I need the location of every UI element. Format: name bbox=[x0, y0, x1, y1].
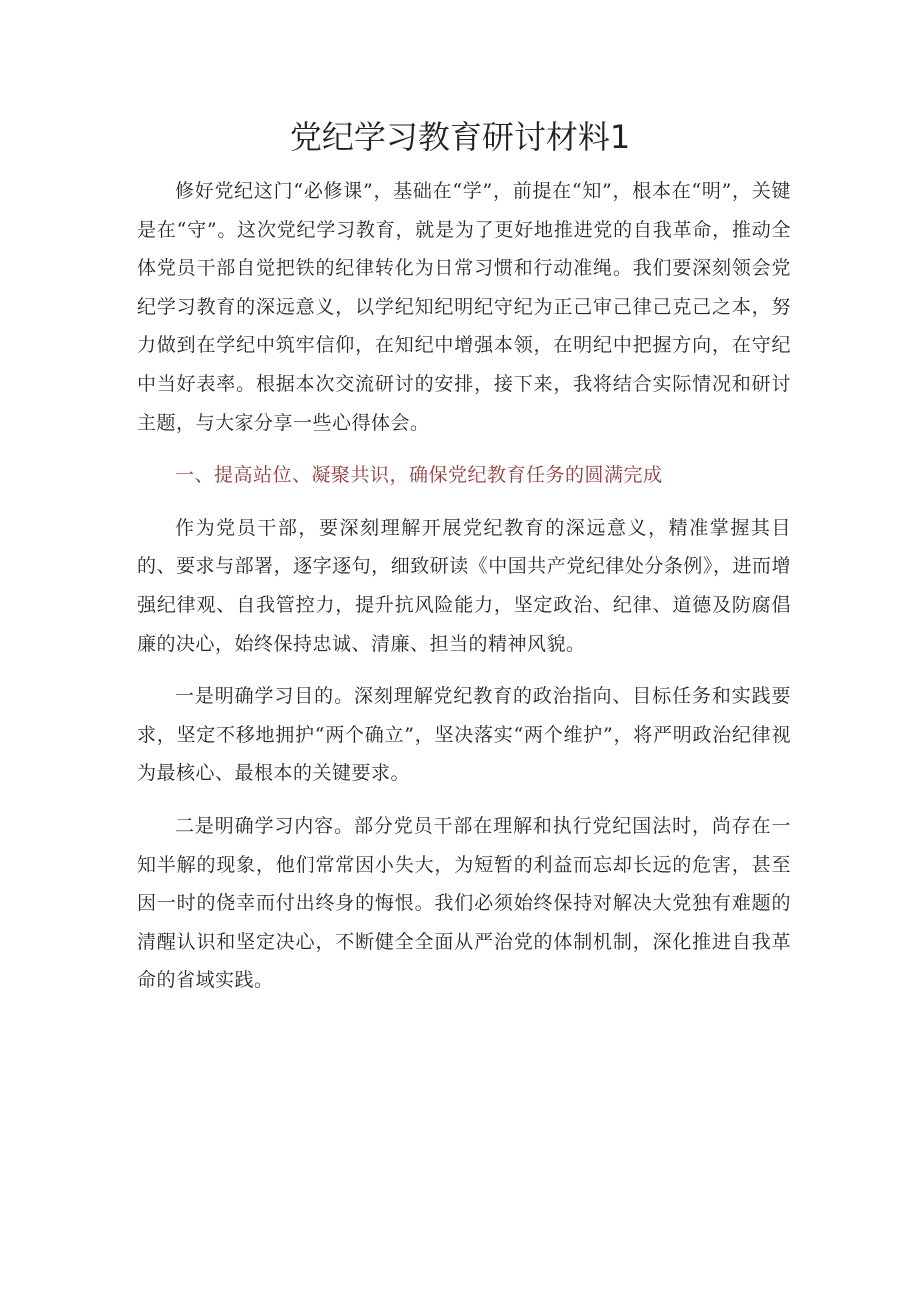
intro-paragraph: 修好党纪这门“必修课”，基础在“学”，前提在“知”，根本在“明”，关键是在“守”。这次党纪学习教育，就是为了更好地推进党的自我革命，推动全体党员干部自觉把铁的纪律转化为日常习惯和行动准绳。我们要深刻领会党纪学习教育的深远意义，以学纪知纪明纪守纪为正己审己律己克己之本，努力做到在学纪中筑牢信仰，在知纪中增强本领，在明纪中把握方向，在守纪中当好表率。根据本次交流研讨的安排，接下来，我将结合实际情况和研讨主题，与大家分享一些心得体会。 bbox=[137, 180, 791, 434]
document-title: 党纪学习教育研讨材料1 bbox=[289, 118, 631, 156]
body-paragraph-purpose: 一是明确学习目的。深刻理解党纪教育的政治指向、目标任务和实践要求，坚定不移地拥护“两个确立”，坚决落实“两个维护”，将严明政治纪律视为最核心、最根本的关键要求。 bbox=[137, 685, 791, 785]
document-body bbox=[137, 172, 791, 1000]
body-paragraph: 作为党员干部，要深刻理解开展党纪教育的深远意义，精准掌握其目的、要求与部署，逐字逐句，细致研读《中国共产党纪律处分条例》，进而增强纪律观、自我管控力，提升抗风险能力，坚定政治、纪律、道德及防腐倡廉的决心，始终保持忠诚、清廉、担当的精神风貌。 bbox=[137, 516, 791, 655]
body-paragraph-content: 二是明确学习内容。部分党员干部在理解和执行党纪国法时，尚存在一知半解的现象，他们常常因小失大，为短暂的利益而忘却长远的危害，甚至因一时的侥幸而付出终身的悔恨。我们必须始终保持对解决大党独有难题的清醒认识和坚定决心，不断健全全面从严治党的体制机制，深化推进自我革命的省域实践。 bbox=[137, 814, 791, 992]
section-heading: 一、提高站位、凝聚共识，确保党纪教育任务的圆满完成 bbox=[175, 464, 663, 487]
